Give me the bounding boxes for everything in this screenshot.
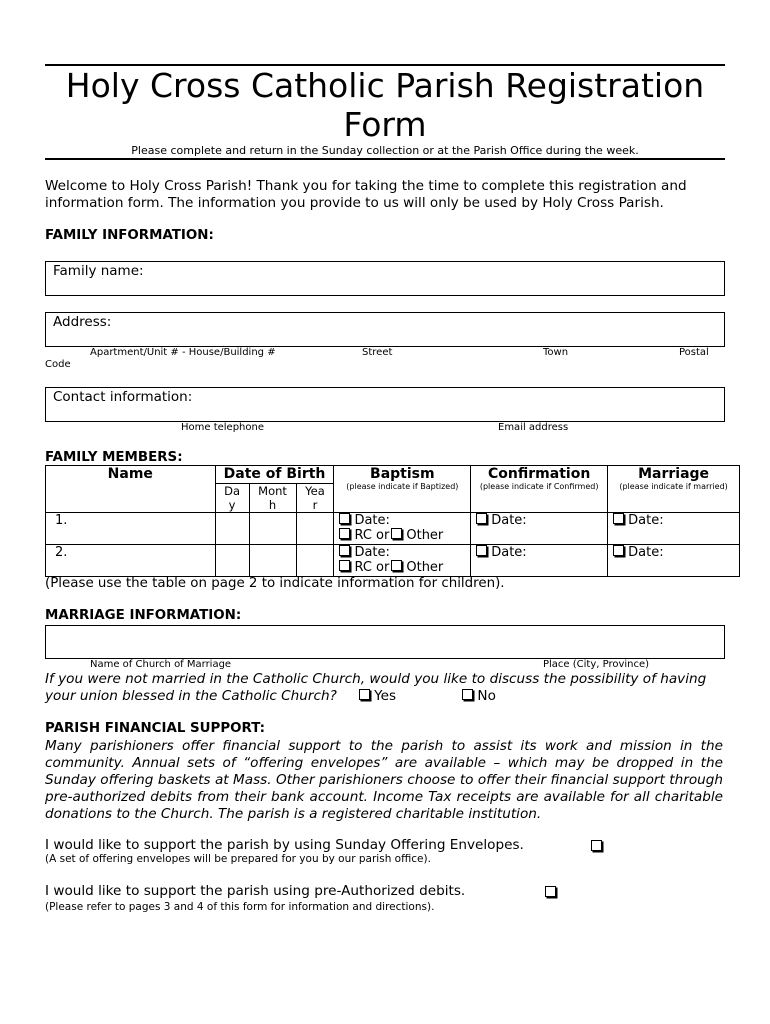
- confirmation-date-checkbox[interactable]: [476, 513, 487, 524]
- member-name-cell[interactable]: 1.: [46, 513, 216, 545]
- baptism-rc-checkbox[interactable]: [339, 560, 350, 571]
- marriage-date-checkbox[interactable]: [613, 545, 624, 556]
- financial-support-heading: PARISH FINANCIAL SUPPORT:: [45, 721, 266, 736]
- baptism-date-checkbox[interactable]: [339, 513, 350, 524]
- no-label: No: [477, 688, 496, 704]
- dob-day-cell[interactable]: [215, 545, 249, 577]
- contact-caption-home-telephone: Home telephone: [181, 422, 265, 433]
- confirmation-cell[interactable]: Date:: [471, 545, 608, 577]
- page-title: Holy Cross Catholic Parish Registration Form: [65, 66, 705, 144]
- option-debits-note: (Please refer to pages 3 and 4 of this form for information and directions).: [45, 901, 435, 913]
- table-row: [46, 513, 740, 545]
- yes-checkbox[interactable]: [359, 689, 370, 700]
- address-label: Address:: [53, 314, 112, 330]
- baptism-other-checkbox[interactable]: [391, 560, 402, 571]
- financial-support-body: Many parishioners offer financial support to the parish to assist its work and mission in the community. Annual sets of “offering envelopes” are available – which may be dropped in the Sunday offering baskets at Mass. Other parishioners choose to offer their financial support through pre-authorized debits from their bank account. Income Tax receipts are available for all charitable donations to the Church. The parish is a registered charitable institution.: [45, 738, 723, 822]
- dob-month-header: Mont h: [249, 484, 296, 513]
- dob-month-cell[interactable]: [249, 513, 296, 545]
- page-subtitle: Please complete and return in the Sunday collection or at the Parish Office during the week.: [131, 144, 639, 157]
- marriage-caption-place: Place (City, Province): [543, 659, 650, 670]
- option-envelopes-label: I would like to support the parish by using Sunday Offering Envelopes.: [45, 837, 524, 853]
- debits-checkbox[interactable]: [545, 886, 556, 897]
- option-debits-label: I would like to support the parish using pre-Authorized debits.: [45, 883, 466, 899]
- dob-day-header: Da y: [215, 484, 249, 513]
- address-field[interactable]: [45, 312, 725, 347]
- family-members-table: [45, 465, 740, 577]
- dob-year-header: Yea r: [296, 484, 334, 513]
- header-bottom-rule: [45, 158, 725, 160]
- family-members-heading: FAMILY MEMBERS:: [45, 450, 183, 465]
- contact-information-field[interactable]: [45, 387, 725, 422]
- marriage-note: (please indicate if married): [619, 482, 728, 491]
- dob-day-cell[interactable]: [215, 513, 249, 545]
- baptism-cell[interactable]: Date: RC or Other: [334, 513, 471, 545]
- envelopes-checkbox[interactable]: [591, 840, 602, 851]
- confirmation-date-checkbox[interactable]: [476, 545, 487, 556]
- option-envelopes-note: (A set of offering envelopes will be prepared for you by our parish office).: [45, 853, 431, 865]
- contact-caption-email: Email address: [498, 422, 569, 433]
- col-baptism-header: Baptism (please indicate if Baptized): [334, 466, 471, 513]
- confirmation-cell[interactable]: Date:: [471, 513, 608, 545]
- marriage-church-field[interactable]: [45, 625, 725, 659]
- col-dob-header: Date of Birth: [215, 466, 334, 484]
- confirmation-note: (please indicate if Confirmed): [479, 482, 599, 491]
- marriage-information-heading: MARRIAGE INFORMATION:: [45, 608, 242, 623]
- marriage-caption-church: Name of Church of Marriage: [90, 659, 232, 670]
- table-row: [46, 545, 740, 577]
- address-caption-street: Street: [362, 347, 393, 358]
- col-confirmation-header: Confirmation (please indicate if Confirmed): [471, 466, 608, 513]
- family-information-heading: FAMILY INFORMATION:: [45, 228, 214, 243]
- baptism-date-checkbox[interactable]: [339, 545, 350, 556]
- dob-year-cell[interactable]: [296, 545, 334, 577]
- marriage-date-checkbox[interactable]: [613, 513, 624, 524]
- address-caption-unit: Apartment/Unit # - House/Building #: [90, 347, 276, 358]
- yes-label: Yes: [374, 688, 397, 704]
- address-caption-code: Code: [45, 359, 71, 370]
- col-name-header: Name: [46, 466, 216, 513]
- baptism-other-checkbox[interactable]: [391, 528, 402, 539]
- contact-information-label: Contact information:: [53, 389, 193, 405]
- family-name-field[interactable]: [45, 261, 725, 296]
- marriage-cell[interactable]: Date:: [608, 545, 740, 577]
- no-checkbox[interactable]: [462, 689, 473, 700]
- address-caption-town: Town: [543, 347, 569, 358]
- dob-month-cell[interactable]: [249, 545, 296, 577]
- marriage-cell[interactable]: Date:: [608, 513, 740, 545]
- baptism-note: (please indicate if Baptized): [346, 482, 459, 491]
- family-name-label: Family name:: [53, 263, 144, 279]
- children-table-note: (Please use the table on page 2 to indicate information for children).: [45, 576, 505, 591]
- marriage-question: If you were not married in the Catholic Church, would you like to discuss the possibility of having your union blessed in the Catholic Church? Yes No: [45, 671, 707, 704]
- address-caption-postal: Postal: [679, 347, 709, 358]
- baptism-rc-checkbox[interactable]: [339, 528, 350, 539]
- col-marriage-header: Marriage (please indicate if married): [608, 466, 740, 513]
- member-name-cell[interactable]: 2.: [46, 545, 216, 577]
- intro-paragraph: Welcome to Holy Cross Parish! Thank you for taking the time to complete this registration and information form. The information you provide to us will only be used by Holy Cross Parish.: [45, 178, 687, 211]
- baptism-cell[interactable]: Date: RC or Other: [334, 545, 471, 577]
- dob-year-cell[interactable]: [296, 513, 334, 545]
